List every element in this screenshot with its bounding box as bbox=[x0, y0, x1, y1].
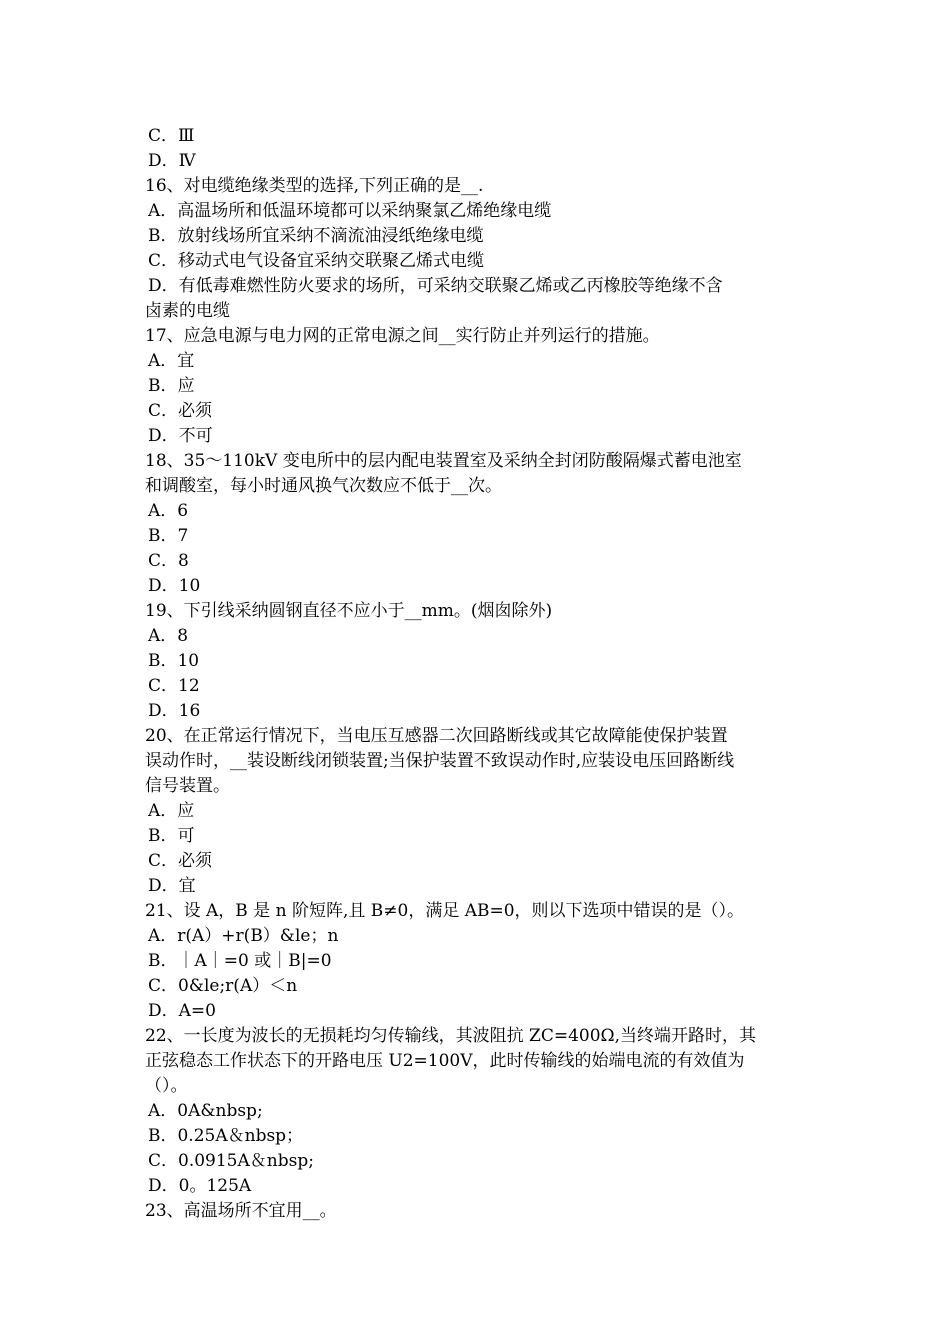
question-text: 17、应急电源与电力网的正常电源之间__实行防止并列运行的措施。 bbox=[145, 326, 660, 346]
answer-option: B．7 bbox=[148, 526, 189, 546]
question-text: 误动作时，__装设断线闭锁装置;当保护装置不致误动作时,应装设电压回路断线 bbox=[145, 751, 735, 771]
answer-option: D．有低毒难燃性防火要求的场所，可采纳交联聚乙烯或乙丙橡胶等绝缘不含 bbox=[148, 276, 723, 296]
question-text: 卤素的电缆 bbox=[145, 301, 230, 321]
answer-option: D．A=0 bbox=[148, 1001, 216, 1021]
answer-option: C．必须 bbox=[148, 851, 213, 871]
question-text: （）。 bbox=[145, 1076, 188, 1096]
answer-option: A．应 bbox=[148, 801, 195, 821]
question-text: 信号装置。 bbox=[145, 776, 230, 796]
answer-option: D．0。125A bbox=[148, 1176, 252, 1196]
answer-option: C．Ⅲ bbox=[148, 126, 195, 146]
answer-option: D．宜 bbox=[148, 876, 196, 896]
answer-option: A．r(A）+r(B）&le；n bbox=[148, 926, 339, 946]
answer-option: B．可 bbox=[148, 826, 195, 846]
answer-option: C．必须 bbox=[148, 401, 213, 421]
answer-option: C．8 bbox=[148, 551, 189, 571]
answer-option: B．应 bbox=[148, 376, 195, 396]
question-text: 16、对电缆绝缘类型的选择,下列正确的是__. bbox=[145, 176, 484, 196]
question-text: 22、一长度为波长的无损耗均匀传输线，其波阻抗 ZC=400Ω,当终端开路时，其 bbox=[145, 1026, 757, 1046]
answer-option: B．10 bbox=[148, 651, 200, 671]
answer-option: D．16 bbox=[148, 701, 201, 721]
question-text: 20、在正常运行情况下，当电压互感器二次回路断线或其它故障能使保护装置 bbox=[145, 726, 728, 746]
answer-option: B．0.25A＆nbsp； bbox=[148, 1126, 304, 1146]
answer-option: D．Ⅳ bbox=[148, 151, 196, 171]
answer-option: D．10 bbox=[148, 576, 201, 596]
answer-option: A．8 bbox=[148, 626, 189, 646]
answer-option: C．移动式电气设备宜采纳交联聚乙烯式电缆 bbox=[148, 251, 485, 271]
question-text: 23、高温场所不宜用__。 bbox=[145, 1201, 337, 1221]
answer-option: C．12 bbox=[148, 676, 200, 696]
question-text: 18、35～110kV 变电所中的层内配电装置室及采纳全封闭防酸隔爆式蓄电池室 bbox=[145, 451, 742, 471]
answer-option: A．0A&nbsp; bbox=[148, 1101, 263, 1121]
answer-option: B．｜A｜=0 或｜B|=0 bbox=[148, 951, 332, 971]
question-text: 21、设 A，B 是 n 阶短阵,且 B≠0，满足 AB=0，则以下选项中错误的是（）。 bbox=[145, 901, 745, 921]
question-text: 和调酸室，每小时通风换气次数应不低于__次。 bbox=[145, 476, 502, 496]
answer-option: C．0.0915A＆nbsp; bbox=[148, 1151, 314, 1171]
question-text: 19、下引线采纳圆钢直径不应小于__mm。(烟囱除外) bbox=[145, 601, 553, 621]
document-page bbox=[145, 124, 810, 1224]
answer-option: A．高温场所和低温环境都可以采纳聚氯乙烯绝缘电缆 bbox=[148, 201, 552, 221]
question-text: 正弦稳态工作状态下的开路电压 U2=100V，此时传输线的始端电流的有效值为 bbox=[145, 1051, 745, 1071]
answer-option: A．6 bbox=[148, 501, 189, 521]
answer-option: B．放射线场所宜采纳不滴流油浸纸绝缘电缆 bbox=[148, 226, 484, 246]
answer-option: C．0&le;r(A）＜n bbox=[148, 976, 298, 996]
answer-option: A．宜 bbox=[148, 351, 195, 371]
answer-option: D．不可 bbox=[148, 426, 213, 446]
